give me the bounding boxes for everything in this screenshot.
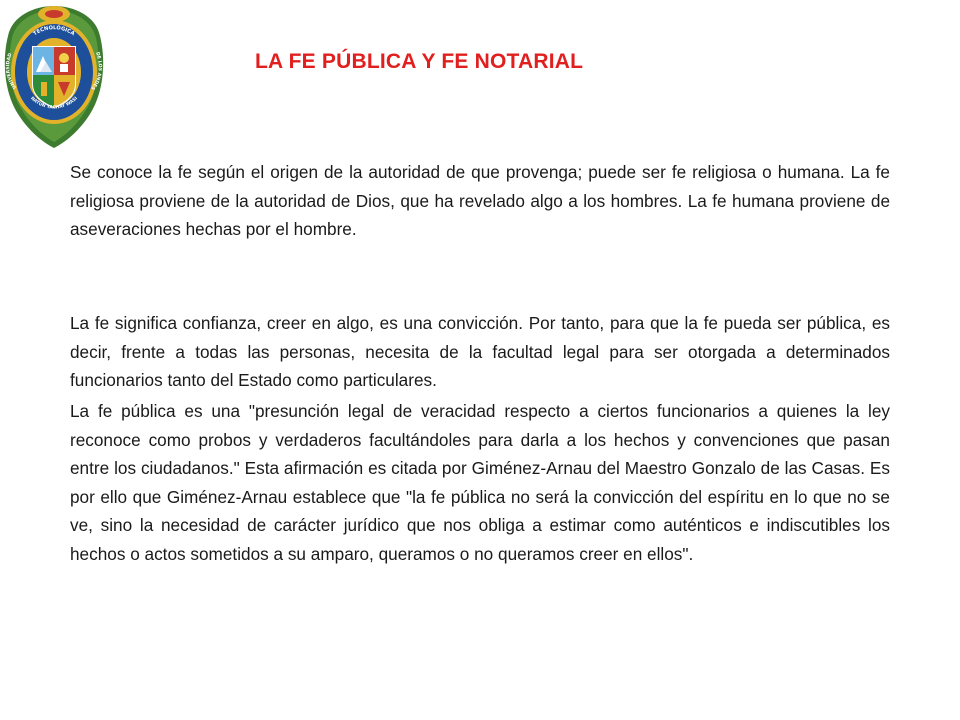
slide-title: LA FE PÚBLICA Y FE NOTARIAL	[255, 50, 584, 73]
crest-text-top: TECNOLÓGICA	[32, 25, 76, 38]
crest-text-bottom: NATUN YACHAY WASI	[29, 96, 79, 111]
university-crest-icon	[0, 0, 108, 152]
crest-text-left: UNIVERSIDAD	[6, 52, 19, 90]
paragraph-2: La fe significa confianza, creer en algo, es una convicción. Por tanto, para que la fe pueda ser pública, es decir, frente a todas las personas, necesita de la facultad legal para ser otorgada a determinados funcionarios tanto del Estado como particulares.	[70, 313, 890, 390]
paragraph-3: La fe pública es una "presunción legal de veracidad respecto a ciertos funcionarios a quienes la ley reconoce como probos y verdaderos facultándoles para darla a los hechos y convenciones que pasan entre los ciudadanos." Esta afirmación es citada por Giménez-Arnau del Maestro Gonzalo de las Casas. Es por ello que Giménez-Arnau establece que "la fe pública no será la convicción del espíritu en lo que no se ve, sino la necesidad de carácter jurídico que nos obliga a estimar como auténticos e indiscutibles los hechos o actos sometidos a su amparo, queramos o no queramos creer en ellos".	[70, 401, 890, 564]
paragraph-1: Se conoce la fe según el origen de la autoridad de que provenga; puede ser fe religiosa o humana. La fe religiosa proviene de la autoridad de Dios, que ha revelado algo a los hombres. La fe humana proviene de aseveraciones hechas por el hombre.	[70, 162, 890, 239]
crest-text-right: DE LOS ANDES	[89, 51, 102, 91]
